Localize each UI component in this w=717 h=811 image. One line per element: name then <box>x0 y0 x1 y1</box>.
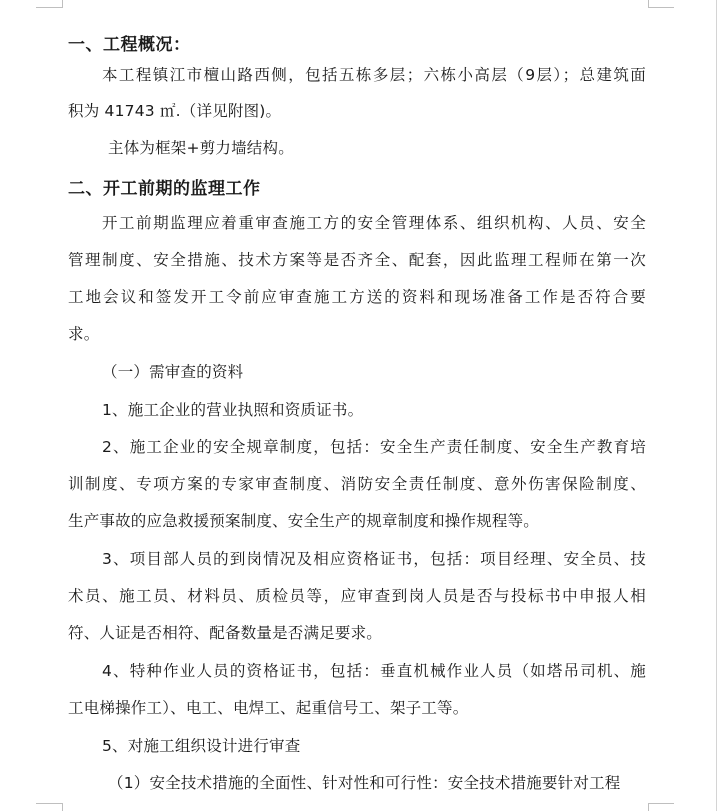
list-item: 1、施工企业的营业执照和资质证书。 <box>102 401 364 419</box>
list-item: 工电梯操作工）、电工、电焊工、起重信号工、架子工等。 <box>68 699 469 717</box>
list-item: 训制度、专项方案的专家审查制度、消防安全责任制度、意外伤害保险制度、 <box>68 475 646 493</box>
paragraph-line: 工地会议和签发开工令前应审查施工方送的资料和现场准备工作是否符合要 <box>68 288 646 306</box>
crop-mark-top-right-h <box>648 7 674 8</box>
crop-mark-top-left-h <box>36 7 62 8</box>
crop-mark-bottom-left-h <box>36 803 62 804</box>
paragraph-line: 主体为框架+剪力墙结构。 <box>108 139 294 157</box>
crop-mark-top-right-v <box>648 0 649 8</box>
list-item: 4、特种作业人员的资格证书，包括：垂直机械作业人员（如塔吊司机、施 <box>102 662 646 680</box>
paragraph-line: 求。 <box>68 325 100 343</box>
crop-mark-bottom-right-v <box>648 803 649 811</box>
list-item: 2、施工企业的安全规章制度，包括：安全生产责任制度、安全生产教育培 <box>102 438 646 456</box>
list-item: （1）安全技术措施的全面性、针对性和可行性：安全技术措施要针对工程 <box>108 774 621 792</box>
list-item: 3、项目部人员的到岗情况及相应资格证书，包括：项目经理、安全员、技 <box>102 550 646 568</box>
paragraph-line: 积为 41743 ㎡.（详见附图)。 <box>68 102 282 120</box>
paragraph-line: 开工前期监理应着重审查施工方的安全管理体系、组织机构、人员、安全 <box>102 214 646 232</box>
section-heading-overview: 一、工程概况： <box>68 35 191 55</box>
paragraph-line: 本工程镇江市檀山路西侧，包括五栋多层；六栋小高层（9层）；总建筑面 <box>102 66 646 84</box>
list-item: 术员、施工员、材料员、质检员等，应审查到岗人员是否与投标书中申报人相 <box>68 587 646 605</box>
section-heading-preconstruction: 二、开工前期的监理工作 <box>68 179 261 199</box>
list-item: 符、人证是否相符、配备数量是否满足要求。 <box>68 624 383 642</box>
subsection-heading: （一）需审查的资料 <box>102 363 244 381</box>
crop-mark-bottom-right-h <box>648 803 674 804</box>
list-item: 5、对施工组织设计进行审查 <box>102 737 301 755</box>
crop-mark-top-left-v <box>62 0 63 8</box>
paragraph-line: 管理制度、安全措施、技术方案等是否齐全、配套，因此监理工程师在第一次 <box>68 251 646 269</box>
list-item: 生产事故的应急救援预案制度、安全生产的规章制度和操作规程等。 <box>68 512 540 530</box>
crop-mark-bottom-left-v <box>62 803 63 811</box>
